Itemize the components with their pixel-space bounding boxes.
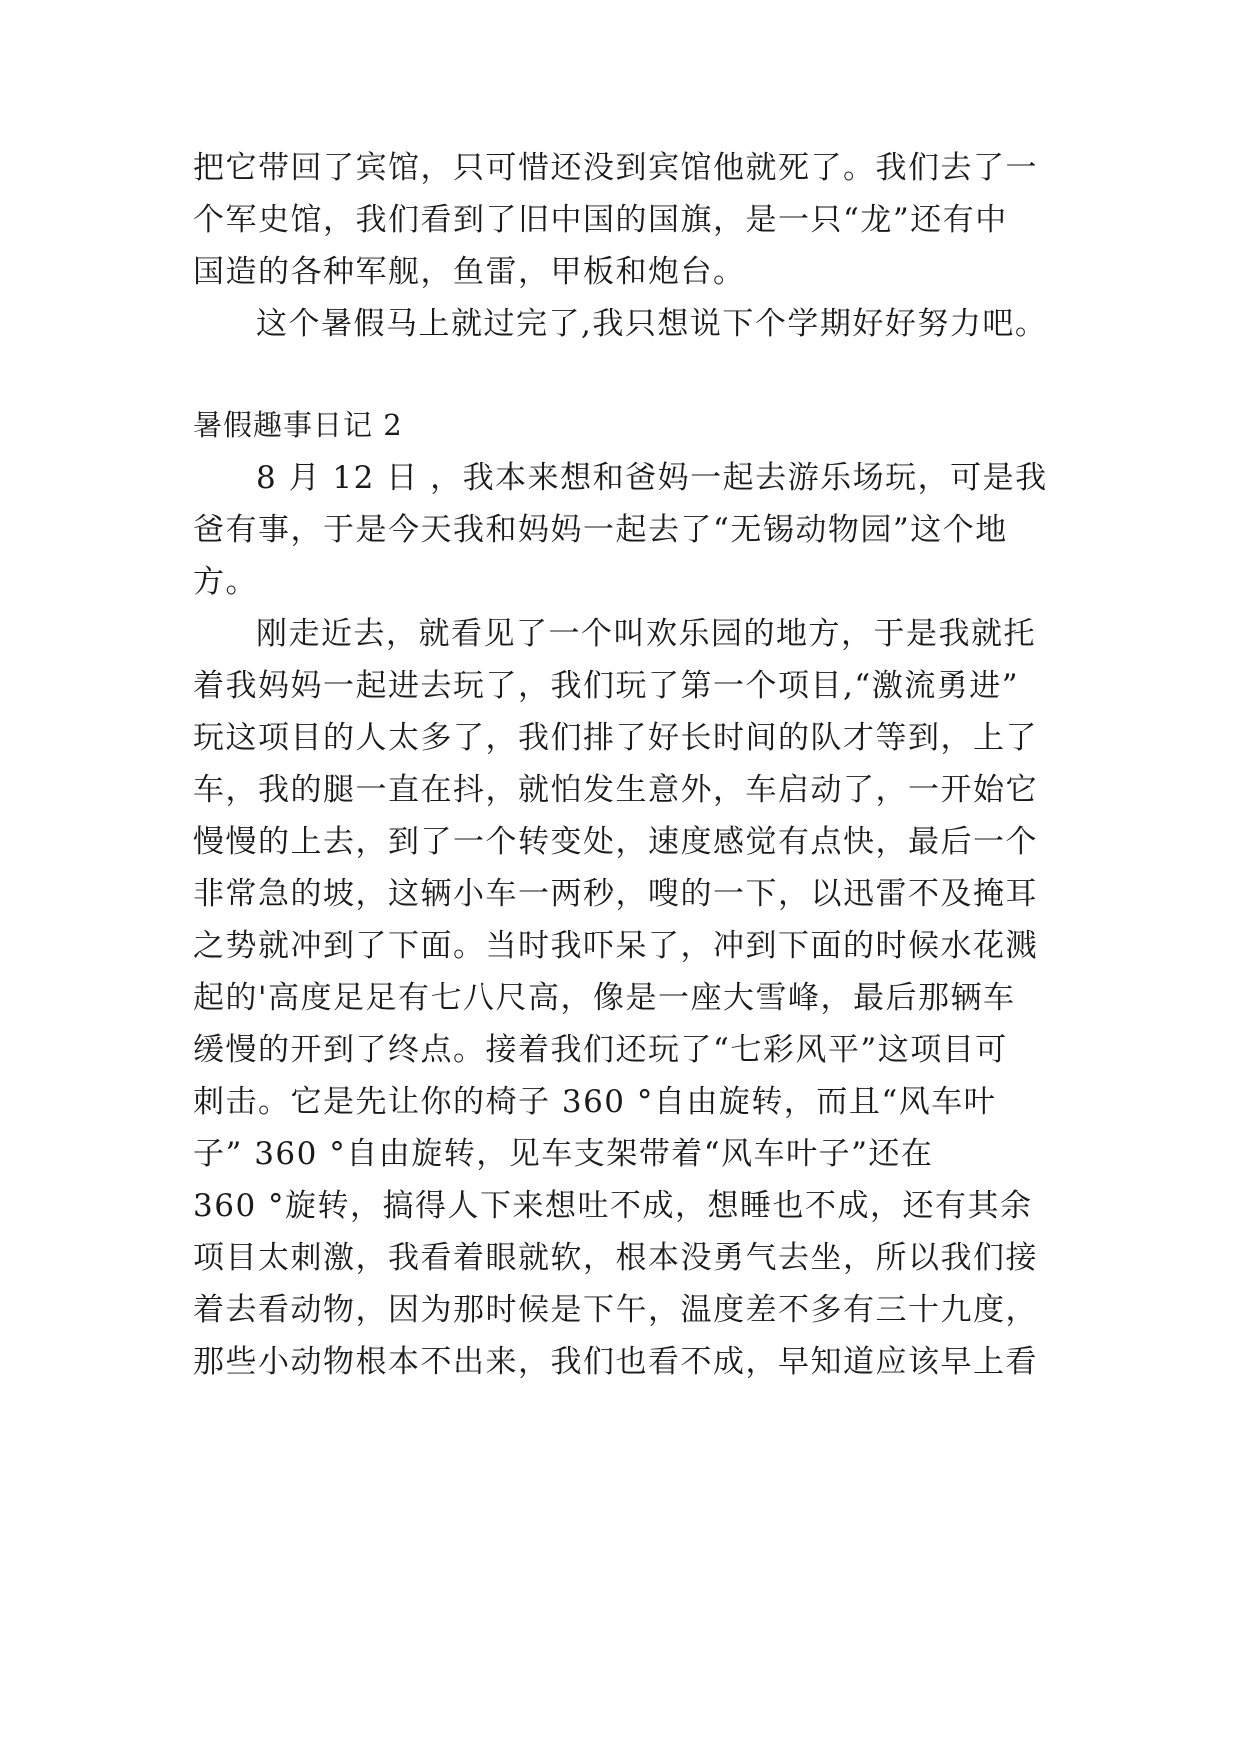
paragraph-line: 玩这项目的人太多了，我们排了好长时间的队才等到，上了	[193, 720, 1038, 756]
paragraph-line: 把它带回了宾馆，只可惜还没到宾馆他就死了。我们去了一	[193, 150, 1038, 186]
paragraph-line: 方。	[193, 564, 258, 600]
paragraph-line: 车，我的腿一直在抖，就怕发生意外，车启动了，一开始它	[193, 772, 1038, 808]
paragraph-line: 项目太刺激，我看着眼就软，根本没勇气去坐，所以我们接	[193, 1240, 1038, 1276]
paragraph-line: 起的'高度足足有七八尺高，像是一座大雪峰，最后那辆车	[193, 980, 1016, 1016]
paragraph-line: 这个暑假马上就过完了,我只想说下个学期好好努力吧。	[256, 306, 1048, 342]
paragraph-line: 那些小动物根本不出来，我们也看不成，早知道应该早上看	[193, 1344, 1038, 1380]
paragraph-line: 8 月 12 日 ，我本来想和爸妈一起去游乐场玩，可是我	[256, 460, 1048, 496]
paragraph-line: 爸有事，于是今天我和妈妈一起去了“无锡动物园”这个地	[193, 512, 1008, 548]
paragraph-line: 刺击。它是先让你的椅子 360 °自由旋转，而且“风车叶	[193, 1084, 997, 1120]
paragraph-line: 国造的各种军舰，鱼雷，甲板和炮台。	[193, 254, 746, 290]
section-heading: 暑假趣事日记 2	[193, 408, 403, 442]
paragraph-line: 慢慢的上去，到了一个转变处，速度感觉有点快，最后一个	[193, 824, 1038, 860]
paragraph-line: 个军史馆，我们看到了旧中国的国旗，是一只“龙”还有中	[193, 202, 1008, 238]
paragraph-line: 360 °旋转，搞得人下来想吐不成，想睡也不成，还有其余	[193, 1188, 1033, 1224]
paragraph-line: 之势就冲到了下面。当时我吓呆了，冲到下面的时候水花溅	[193, 928, 1038, 964]
paragraph-line: 刚走近去，就看见了一个叫欢乐园的地方，于是我就托	[256, 616, 1036, 652]
paragraph-line: 子” 360 °自由旋转，见车支架带着“风车叶子”还在	[193, 1136, 934, 1172]
paragraph-line: 着我妈妈一起进去玩了，我们玩了第一个项目,“激流勇进”	[193, 668, 1020, 704]
paragraph-line: 着去看动物，因为那时候是下午，温度差不多有三十九度，	[193, 1292, 1038, 1328]
paragraph-line: 非常急的坡，这辆小车一两秒，嗖的一下，以迅雷不及掩耳	[193, 876, 1038, 912]
paragraph-line: 缓慢的开到了终点。接着我们还玩了“七彩风平”这项目可	[193, 1032, 1008, 1068]
